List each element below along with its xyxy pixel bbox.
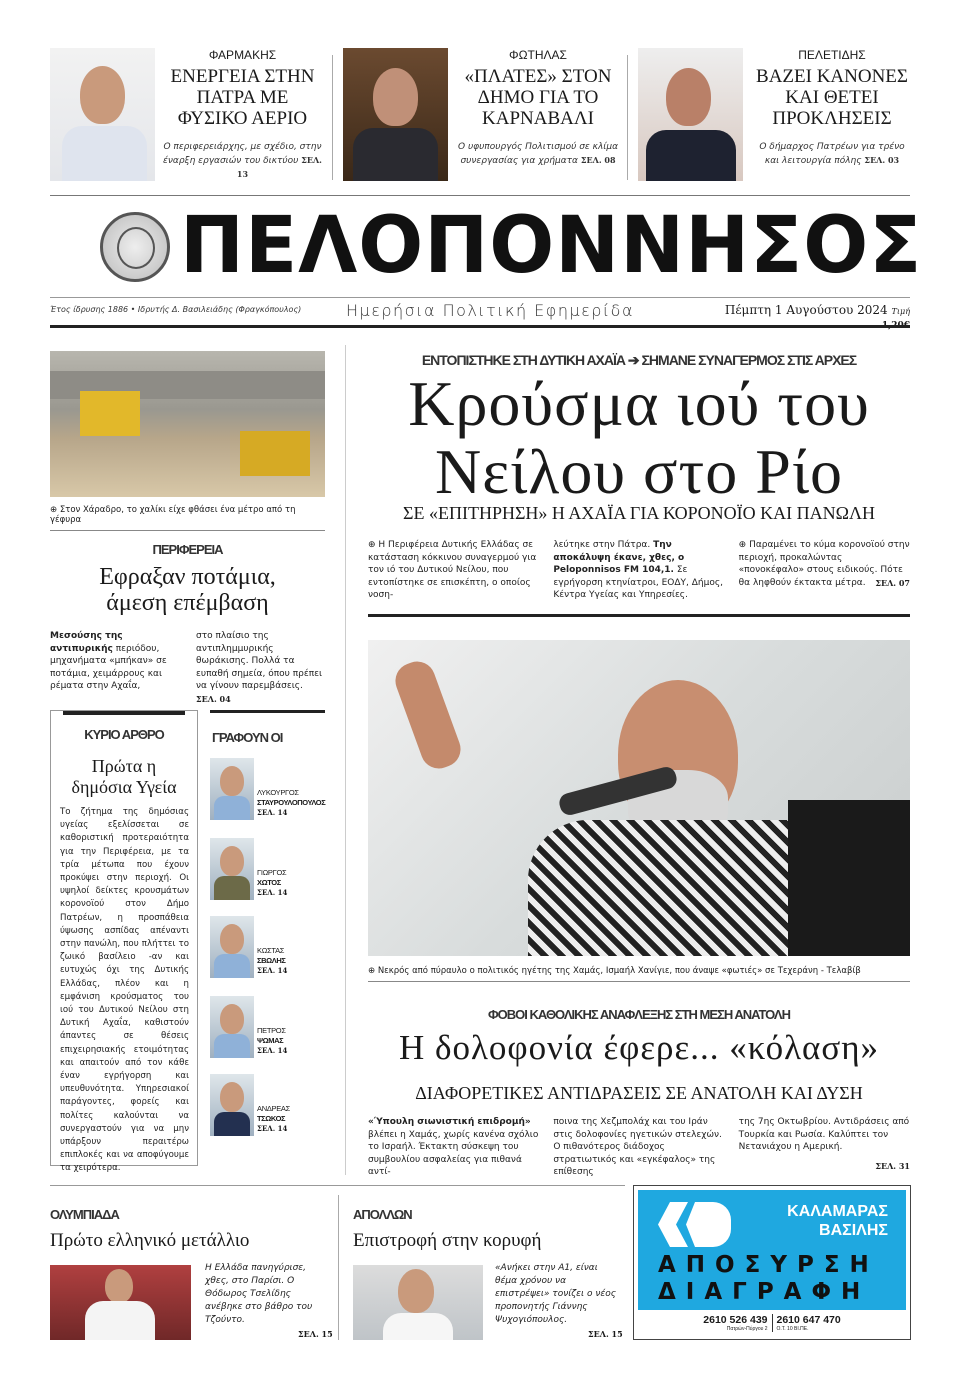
photo-fotilas bbox=[343, 48, 448, 181]
bottom-headline[interactable]: Επιστροφή στην κορυφή bbox=[353, 1230, 542, 1251]
writers-label: ΓΡΑΦΟΥΝ ΟΙ bbox=[212, 730, 283, 745]
logo-seal-icon bbox=[100, 212, 170, 282]
writer-5[interactable] bbox=[210, 1074, 325, 1136]
bottom-headline[interactable]: Πρώτο ελληνικό μετάλλιο bbox=[50, 1230, 250, 1251]
editorial-label: ΚΥΡΙΟ ΑΡΘΡΟ bbox=[84, 727, 164, 742]
writer-1[interactable] bbox=[210, 758, 325, 820]
writer-photo bbox=[210, 996, 254, 1058]
lead-headline-line1: Κρούσμα ιού του bbox=[408, 368, 870, 439]
writer-first-name: ΑΝΔΡΕΑΣ bbox=[257, 1104, 290, 1113]
divider bbox=[345, 345, 346, 1175]
ad-phone: 2610 526 439 bbox=[703, 1314, 768, 1326]
top-story-3[interactable] bbox=[752, 48, 912, 168]
founding-info: Έτος ίδρυσης 1886 • Ιδρυτής Δ. Βασιλειάδης (Φραγκόπουλος) bbox=[50, 305, 302, 314]
tagline: Ημερήσια Πολιτική Εφημερίδα bbox=[346, 301, 634, 320]
photo-peletidis bbox=[638, 48, 743, 181]
writer-page: ΣΕΛ. 14 bbox=[257, 888, 288, 897]
photo-olympic-medalist bbox=[50, 1265, 191, 1340]
advertisement[interactable] bbox=[633, 1185, 911, 1340]
masthead-title: ΠΕΛΟΠΟΝΝΗΣΟΣ bbox=[180, 201, 923, 291]
section-kicker: ΠΕΡΙΦΕΡΕΙΑ bbox=[152, 542, 223, 557]
top-story-1[interactable] bbox=[160, 48, 325, 182]
photo-caption: ⊕ Στον Χάραδρο, το χαλίκι είχε φθάσει ένα μέτρο από τη γέφυρα bbox=[50, 505, 325, 531]
writer-page: ΣΕΛ. 14 bbox=[257, 1046, 288, 1055]
writer-4[interactable] bbox=[210, 996, 325, 1058]
writer-3[interactable] bbox=[210, 916, 325, 978]
kb-logo-icon bbox=[658, 1202, 733, 1247]
top-story-name: ΦΩΤΗΛΑΣ bbox=[509, 48, 567, 62]
second-headline[interactable]: Η δολοφονία έφερε... «κόλαση» bbox=[398, 1028, 880, 1067]
bottom-page: ΣΕΛ. 15 bbox=[588, 1329, 623, 1339]
writer-first-name: ΓΙΩΡΓΟΣ bbox=[257, 868, 287, 877]
top-story-desc: Ο δήμαρχος Πατρέων για τρένο και λειτουργία πόλης ΣΕΛ. 03 bbox=[759, 142, 905, 166]
editorial-box bbox=[50, 710, 198, 1174]
ad-name: ΚΑΛΑΜΑΡΑΣ ΒΑΣΙΛΗΣ bbox=[787, 1203, 888, 1239]
lead-kicker: ΕΝΤΟΠΙΣΤΗΚΕ ΣΤΗ ΔΥΤΙΚΗ ΑΧΑΪΑ ➔ ΣΗΜΑΝΕ ΣΥΝΑΓΕΡΜΟΣ ΣΤΙΣ ΑΡΧΕΣ bbox=[421, 352, 857, 368]
writer-photo bbox=[210, 1074, 254, 1136]
writer-first-name: ΛΥΚΟΥΡΓΟΣ bbox=[257, 788, 299, 797]
story-text: Μεσούσης της αντιπυρικής περιόδου, μηχανήματα «μπήκαν» σε ποτάμια, χειμάρρους και ρέματα στην Αχαΐα, bbox=[50, 631, 167, 691]
photo-riverbed-excavator bbox=[50, 351, 325, 497]
writer-photo bbox=[210, 916, 254, 978]
photo-farmakis bbox=[50, 48, 155, 181]
story-text: στο πλαίσιο της αντιπλημμυρικής θωράκισης. Πολλά τα ευπαθή σημεία, όπου πρέπει να γίνουν παρεμβάσεις. ΣΕΛ. 04 bbox=[196, 631, 323, 704]
divider bbox=[50, 195, 910, 196]
divider bbox=[332, 55, 333, 180]
lead-headline-line2: Νείλου στο Ρίο bbox=[434, 436, 844, 507]
photo-coach bbox=[353, 1265, 483, 1340]
issue-date: Πέμπτη 1 Αυγούστου 2024 Τιμή bbox=[724, 303, 910, 317]
top-story-name: ΦΑΡΜΑΚΗΣ bbox=[208, 48, 277, 62]
writer-last-name: ΨΩΜΑΣ bbox=[257, 1036, 284, 1045]
ad-address: Ο.Τ. 10 ΒΙ.ΠΕ. bbox=[776, 1326, 809, 1332]
bottom-kicker: ΑΠΟΛΛΩΝ bbox=[353, 1207, 412, 1222]
writer-last-name: ΤΣΩΚΟΣ bbox=[257, 1114, 286, 1123]
editorial-text: Το ζήτημα της δημόσιας υγείας εξελίσσεται σε καθοριστική προτεραιότητα για την Περιφέρεια, με τα τρία μέτωπα που έχουν προκύψει στην περιοχή. Οι υψηλοί δείκτες κρουσμάτων κορονοϊού στον Δήμο Πατρέων, η προσπάθεια ύψωσης ασπίδας απέναντι στην πανώλη, που πλήττει το ζωικό βασίλειο -αν και ευτυχώς όχι της Δυτικής Ελλάδας, πλέον και η εμφάνιση κρούσματος του ιού του Δυτικού Νείλου στη Δυτική Αχαΐα, καθιστούν άπαντες σε θέσεις επιχειρησιακής ετοιμότητας και απαιτούν από τον κάθε έναν εγρήγορση και υπευθυνότητα. Υπηρεσιακοί παράγοντες, φορείς και πολίτες καλούνται να συνεργαστούν για να μην υπάρξουν περαιτέρω επιπλοκές και να αποφύγουμε τα χειρότερα. bbox=[60, 807, 189, 1174]
divider bbox=[50, 325, 910, 328]
ad-address: Πατρών-Πύργου 2 bbox=[726, 1326, 768, 1332]
top-story-desc: Ο περιφερειάρχης, με σχέδιο, στην έναρξη εργασιών του δικτύου ΣΕΛ. 13 bbox=[163, 142, 322, 179]
photo-caption: ⊕ Νεκρός από πύραυλο ο πολιτικός ηγέτης της Χαμάς, Ισμαήλ Χανίγιε, που άναψε «φωτιές» σε Τεχεράνη - Τελαβίβ bbox=[368, 966, 910, 982]
lead-subhead: ΣΕ «ΕΠΙΤΗΡΗΣΗ» Η ΑΧΑΪΑ ΓΙΑ ΚΟΡΟΝΟΪΟ ΚΑΙ ΠΑΝΩΛΗ bbox=[402, 503, 876, 523]
writer-last-name: ΣΤΑΥΡΟΥΛΟΠΟΥΛΟΣ bbox=[257, 798, 326, 807]
writer-last-name: ΣΒΩΛΗΣ bbox=[257, 956, 286, 965]
writer-photo bbox=[210, 838, 254, 900]
second-text: «Ύπουλη σιωνιστική επιδρομή» βλέπει η Χαμάς, χωρίς κανένα σχόλιο το Ισραήλ. Έκτακτη σύσκεψη του συμβουλίου ασφαλείας για πιθανά αντί- ποινα της Χεζμπολάχ και του Ιράν στις δολοφονίες ηγετικών στελεχών. Ο πιθανότερος διάδοχος στρατιωτικός και «εγκέφαλος» της επίθεσης της 7ης Οκτωβρίου. Αντιδράσεις από Τουρκία και Ρωσία. Καλύπτει τον Νετανιάχου η Αμερική. ΣΕΛ. 31 bbox=[368, 1117, 910, 1177]
writer-page: ΣΕΛ. 14 bbox=[257, 1124, 288, 1133]
second-kicker: ΦΟΒΟΙ ΚΑΘΟΛΙΚΗΣ ΑΝΑΦΛΕΞΗΣ ΣΤΗ ΜΕΣΗ ΑΝΑΤΟΛΗ bbox=[488, 1007, 790, 1022]
lead-headline[interactable] bbox=[368, 370, 910, 506]
writer-photo bbox=[210, 758, 254, 820]
writer-first-name: ΚΩΣΤΑΣ bbox=[257, 946, 285, 955]
writer-page: ΣΕΛ. 14 bbox=[257, 808, 288, 817]
top-story-2[interactable] bbox=[452, 48, 624, 168]
top-story-name: ΠΕΛΕΤΙΔΗΣ bbox=[798, 48, 866, 62]
divider bbox=[338, 1195, 339, 1340]
bottom-text: «Ανήκει στην Α1, είναι θέμα χρόνου να επιστρέψει» τονίζει ο νέος προπονητής Γιάννης Ψυχογιόπουλος. bbox=[495, 1263, 617, 1325]
divider bbox=[627, 55, 628, 180]
top-story-headline: ΒΑΖΕΙ ΚΑΝΟΝΕΣ ΚΑΙ ΘΕΤΕΙ ΠΡΟΚΛΗΣΕΙΣ bbox=[756, 66, 908, 129]
writer-last-name: ΧΩΤΟΣ bbox=[257, 878, 281, 887]
top-story-headline: «ΠΛΑΤΕΣ» ΣΤΟΝ ΔΗΜΟ ΓΙΑ ΤΟ ΚΑΡΝΑΒΑΛΙ bbox=[464, 66, 612, 129]
photo-haniyeh-speech bbox=[368, 640, 910, 956]
top-story-headline: ΕΝΕΡΓΕΙΑ ΣΤΗΝ ΠΑΤΡΑ ΜΕ ΦΥΣΙΚΟ ΑΕΡΙΟ bbox=[170, 66, 315, 129]
writer-page: ΣΕΛ. 14 bbox=[257, 966, 288, 975]
bottom-kicker: ΟΛΥΜΠΙΑΔΑ bbox=[50, 1207, 119, 1222]
divider bbox=[50, 1185, 625, 1186]
bottom-page: ΣΕΛ. 15 bbox=[298, 1329, 333, 1339]
divider bbox=[50, 297, 910, 298]
ad-phone: 2610 647 470 bbox=[776, 1314, 841, 1326]
divider bbox=[368, 614, 910, 617]
writer-2[interactable] bbox=[210, 838, 325, 900]
top-story-desc: Ο υφυπουργός Πολιτισμού σε κλίμα συνεργασίας για χρήματα ΣΕΛ. 08 bbox=[458, 142, 618, 166]
editorial-headline[interactable]: Πρώτα η δημόσια Υγεία bbox=[71, 756, 177, 797]
ad-slogan: ΑΠΟΣΥΡΣΗ ΔΙΑΓΡΑΦΗ bbox=[658, 1252, 879, 1305]
lead-text: ⊕ Η Περιφέρεια Δυτικής Ελλάδας σε κατάσταση κόκκινου συναγερμού για τον ιό του Δυτικού Νείλου, που εντοπίστηκε σε επισκέπτη, ο οποίος νοση- λεύτηκε στην Πάτρα. Την αποκάλυψη έκανε, χθες, ο Peloponnisos FM 104,1. Σε εγρήγορση κτηνίατροι, ΕΟΔΥ, Δήμος, Κέντρα Υγείας και Υπηρεσίες. ⊕ Παραμένει το κύμα κορονοϊού στην περιοχή, προκαλώντας «πονοκέφαλο» στους ειδικούς. Πότε θα ληφθούν έκτακτα μέτρα. ΣΕΛ. 07 bbox=[368, 540, 910, 600]
divider bbox=[210, 710, 325, 713]
writer-first-name: ΠΕΤΡΟΣ bbox=[257, 1026, 286, 1035]
bottom-text: Η Ελλάδα πανηγύρισε, χθες, στο Παρίσι. Ο Θόδωρος Τσελίδης ανέβηκε στο βάθρο του Τζούντο. bbox=[205, 1263, 313, 1325]
story-headline[interactable]: Εφραξαν ποτάμια, άμεση επέμβαση bbox=[99, 564, 276, 616]
second-subhead: ΔΙΑΦΟΡΕΤΙΚΕΣ ΑΝΤΙΔΡΑΣΕΙΣ ΣΕ ΑΝΑΤΟΛΗ ΚΑΙ ΔΥΣΗ bbox=[415, 1083, 863, 1103]
